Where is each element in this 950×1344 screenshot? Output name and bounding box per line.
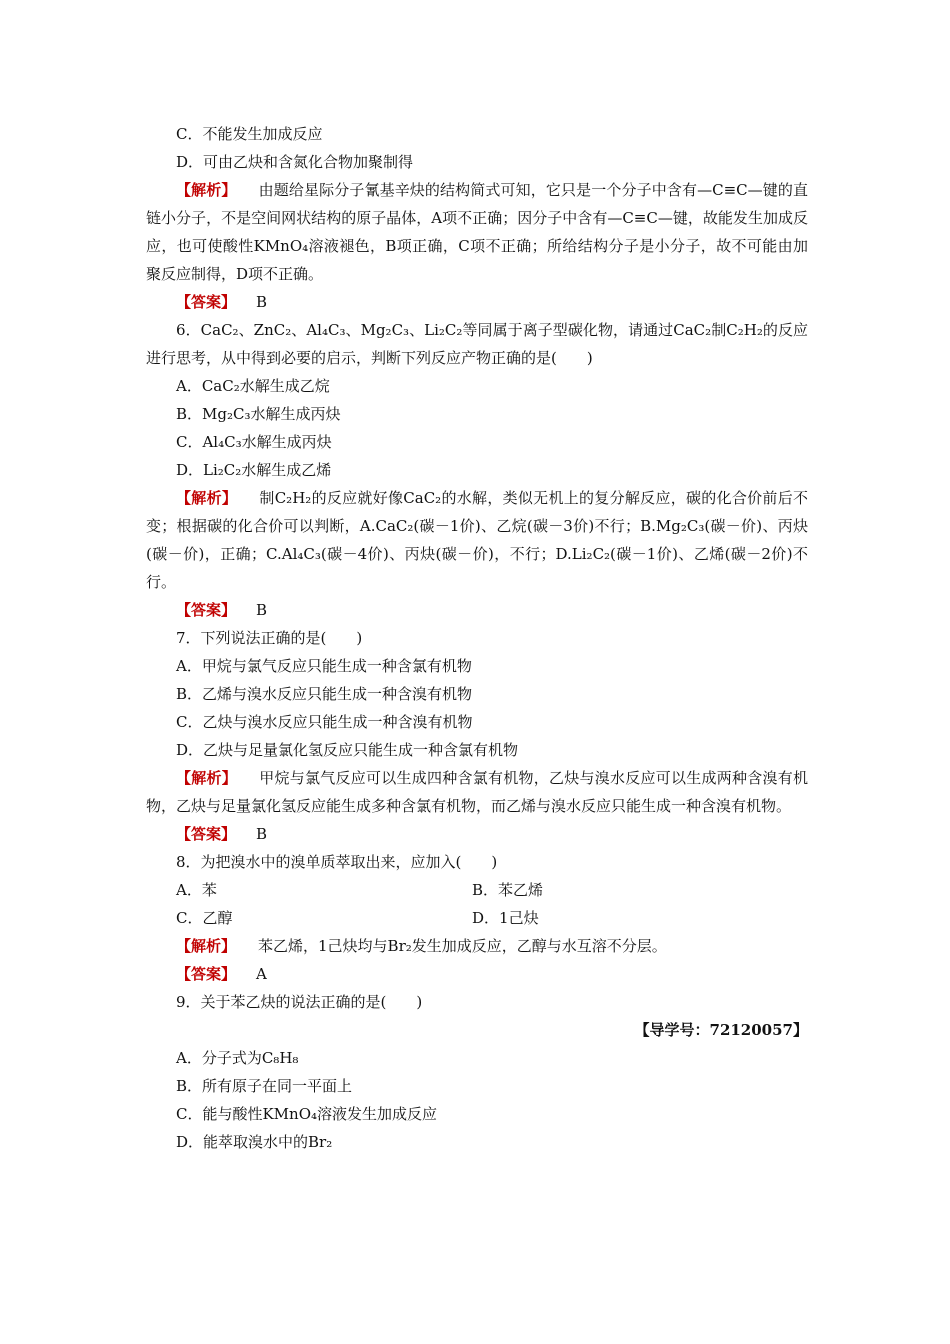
q6-stem: 6．CaC₂、ZnC₂、Al₄C₃、Mg₂C₃、Li₂C₂等同属于离子型碳化物，请通过CaC₂制C₂H₂的反应进行思考，从中得到必要的启示，判断下列反应产物正确的是( ) xyxy=(146,321,808,367)
q9-option-b: B．所有原子在同一平面上 xyxy=(176,1077,353,1095)
analysis-tag: 【解析】 xyxy=(176,769,237,787)
q6-analysis xyxy=(146,484,808,596)
analysis-tag: 【解析】 xyxy=(176,181,237,199)
analysis-text: 甲烷与氯气反应可以生成四种含氯有机物，乙炔与溴水反应可以生成两种含溴有机物，乙炔与足量氯化氢反应能生成多种含氯有机物，而乙烯与溴水反应只能生成一种含溴有机物。 xyxy=(146,769,808,815)
option-c: C．不能发生加成反应 xyxy=(176,125,323,143)
q8-options-row-2 xyxy=(146,904,808,932)
q7-option-c: C．乙炔与溴水反应只能生成一种含溴有机物 xyxy=(176,713,473,731)
q6-option-a: A．CaC₂水解生成乙烷 xyxy=(176,377,330,395)
answer-tag: 【答案】 xyxy=(176,293,237,311)
analysis-text: 制C₂H₂的反应就好像CaC₂的水解，类似无机上的复分解反应，碳的化合价前后不变；根据碳的化合价可以判断，A.CaC₂(碳－1价)、乙烷(碳－3价)不行；B.Mg₂C₃(碳－价)、丙炔(碳－价)，正确；C.Al₄C₃(碳－4价)、丙炔(碳－价)，不行；D.Li₂C₂(碳－1价)、乙烯(碳－2价)不行。 xyxy=(146,489,808,591)
q7-analysis xyxy=(146,764,808,820)
q7-stem: 7．下列说法正确的是( ) xyxy=(176,629,363,647)
guide-number: 【导学号：72120057】 xyxy=(634,1021,808,1039)
q7-option-a: A．甲烷与氯气反应只能生成一种含氯有机物 xyxy=(176,657,472,675)
q9-option-c: C．能与酸性KMnO₄溶液发生加成反应 xyxy=(176,1105,438,1123)
answer-tag: 【答案】 xyxy=(176,825,237,843)
answer-value: B xyxy=(256,825,268,843)
q8-stem: 8．为把溴水中的溴单质萃取出来，应加入( ) xyxy=(176,853,498,871)
q8-option-a: A．苯 xyxy=(176,881,217,899)
answer-value: B xyxy=(256,293,268,311)
q5-analysis xyxy=(146,176,808,288)
q8-analysis xyxy=(146,932,808,960)
analysis-tag: 【解析】 xyxy=(176,489,238,507)
q8-option-c: C．乙醇 xyxy=(176,909,233,927)
q8-option-b: B．苯乙烯 xyxy=(472,881,544,899)
q9-option-d: D．能萃取溴水中的Br₂ xyxy=(176,1133,333,1151)
q8-options-row-1 xyxy=(146,876,808,904)
option-d: D．可由乙炔和含氮化合物加聚制得 xyxy=(176,153,414,171)
answer-tag: 【答案】 xyxy=(176,965,237,983)
answer-value: B xyxy=(256,601,268,619)
analysis-text: 由题给星际分子氰基辛炔的结构简式可知，它只是一个分子中含有—C≡C—键的直链小分子，不是空间网状结构的原子晶体，A项不正确；因分子中含有—C≡C—键，故能发生加成反应，也可使酸性KMnO₄溶液褪色，B项正确，C项不正确；所给结构分子是小分子，故不可能由加聚反应制得，D项不正确。 xyxy=(146,181,808,283)
q9-stem: 9．关于苯乙炔的说法正确的是( ) xyxy=(176,993,423,1011)
q5-answer xyxy=(146,288,808,316)
q8-option-d: D．1己炔 xyxy=(472,909,539,927)
q7-option-b: B．乙烯与溴水反应只能生成一种含溴有机物 xyxy=(176,685,473,703)
q8-answer xyxy=(146,960,808,988)
analysis-text: 苯乙烯，1己炔均与Br₂发生加成反应，乙醇与水互溶不分层。 xyxy=(258,937,667,955)
q6-option-d: D．Li₂C₂水解生成乙烯 xyxy=(176,461,332,479)
q9-option-a: A．分子式为C₈H₈ xyxy=(176,1049,299,1067)
q6-answer xyxy=(146,596,808,624)
answer-value: A xyxy=(256,965,267,983)
answer-tag: 【答案】 xyxy=(176,601,237,619)
q6-option-c: C．Al₄C₃水解生成丙炔 xyxy=(176,433,332,451)
q7-answer xyxy=(146,820,808,848)
analysis-tag: 【解析】 xyxy=(176,937,237,955)
q6-option-b: B．Mg₂C₃水解生成丙炔 xyxy=(176,405,341,423)
q7-option-d: D．乙炔与足量氯化氢反应只能生成一种含氯有机物 xyxy=(176,741,519,759)
document-content xyxy=(146,120,808,1156)
